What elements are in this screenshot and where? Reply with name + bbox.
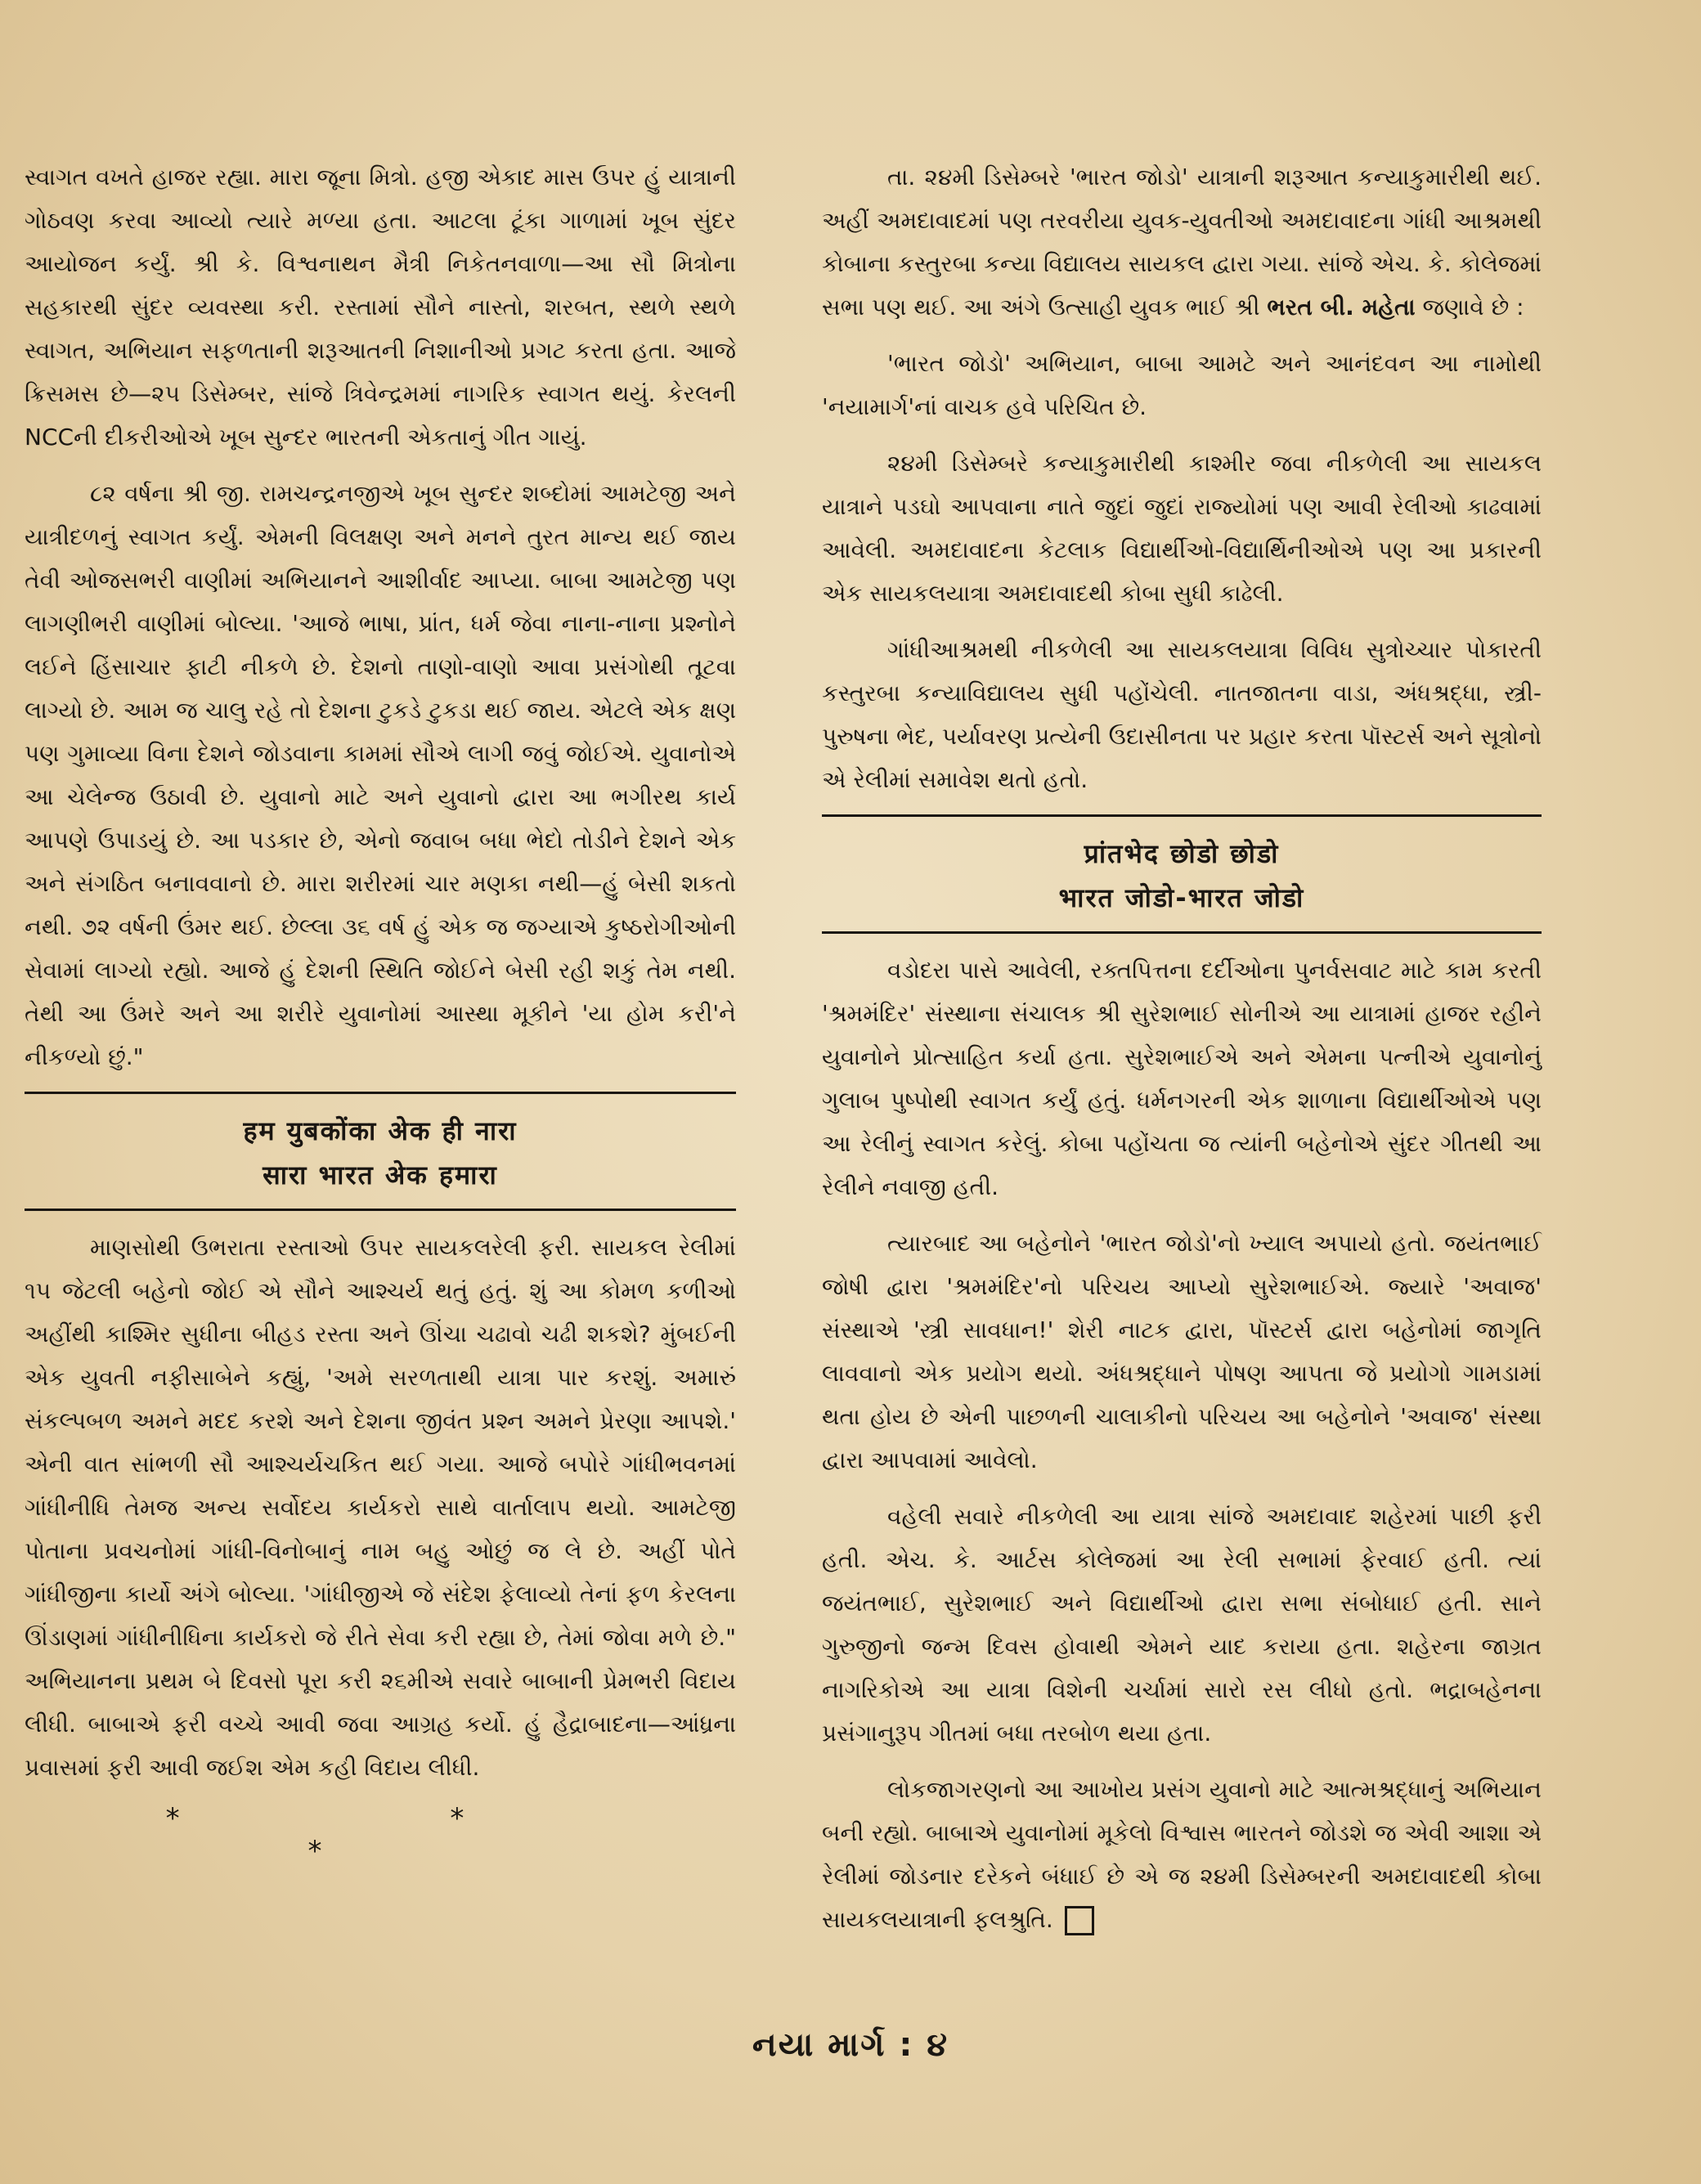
article-paragraph: વડોદરા પાસે આવેલી, રક્તપિત્તના દર્દીઓના પુનર્વસવાટ માટે કામ કરતી 'શ્રમમંદિર' સંસ્થાના સંચાલક શ્રી સુરેશભાઈ સોનીએ આ યાત્રામાં હાજર રહીને યુવાનોને પ્રોત્સાહિત કર્યા હતા. સુરેશભાઈએ અને એમના પત્નીએ યુવાનોનું ગુલાબ પુષ્પોથી સ્વાગત કર્યું હતું. ધર્મનગરની એક શાળાના વિદ્યાર્થીઓએ પણ આ રેલીનું સ્વાગત કરેલું. કોબા પહોંચતા જ ત્યાંની બહેનોએ સુંદર ગીતથી આ રેલીને નવાજી હતી.	[822, 957, 1542, 1200]
article-paragraph: ત્યારબાદ આ બહેનોને 'ભારત જોડો'નો ખ્યાલ અપાયો હતો. જયંતભાઈ જોષી દ્વારા 'શ્રમમંદિર'નો પરિચય આપ્યો સુરેશભાઈએ. જ્યારે 'અવાજ' સંસ્થાએ 'સ્ત્રી સાવધાન!' શેરી નાટક દ્વારા, પૉસ્ટર્સ દ્વારા બહેનોમાં જાગૃતિ લાવવાનો એક પ્રયોગ થયો. અંધશ્રદ્ધાને પોષણ આપતા જે પ્રયોગો ગામડામાં થતા હોય છે એની પાછળની ચાલાકીનો પરિચય આ બહેનોને 'અવાજ' સંસ્થા દ્વારા આપવામાં આવેલો.	[822, 1230, 1542, 1473]
right-column	[822, 155, 1542, 1954]
author-name: ભરત બી. મહેતા	[1267, 294, 1416, 321]
slogan-line: भारत जोडो-भारत जोडो	[1058, 882, 1305, 913]
slogan-line: सारा भारत अेक हमारा	[263, 1159, 498, 1191]
article-paragraph	[822, 155, 1542, 329]
section-end-stars: * * *	[165, 1802, 595, 1868]
paragraph-text: લોકજાગરણનો આ આખોય પ્રસંગ યુવાનો માટે આત્મશ્રદ્ધાનું અભિયાન બની રહ્યો. બાબાએ યુવાનોમાં મૂકેલો વિશ્વાસ ભારતને જોડશે જ એવી આશા એ રેલીમાં જોડનાર દરેકને બંધાઈ છે એ જ ૨૪મી ડિસેમ્બરની અમદાવાદથી કોબા સાયકલયાત્રાની ફલશ્રુતિ.	[822, 1776, 1542, 1933]
article-paragraph: માણસોથી ઉભરાતા રસ્તાઓ ઉપર સાયકલરેલી ફરી. સાયકલ રેલીમાં ૧૫ જેટલી બહેનો જોઈ એ સૌને આશ્ચર્ય થતું હતું. શું આ કોમળ કળીઓ અહીંથી કાશ્મિર સુધીના બીહડ રસ્તા અને ઊંચા ચઢાવો ચઢી શકશે? મુંબઈની એક યુવતી નફીસાબેને કહ્યું, 'અમે સરળતાથી યાત્રા પાર કરશું. અમારું સંકલ્પબળ અમને મદદ કરશે અને દેશના જીવંત પ્રશ્ન અમને પ્રેરણા આપશે.' એની વાત સાંભળી સૌ આશ્ચર્યચકિત થઈ ગયા. આજે બપોરે ગાંધીભવનમાં ગાંધીનીધિ તેમજ અન્ય સર્વોદય કાર્યકરો સાથે વાર્તાલાપ થયો. આમટેજી પોતાના પ્રવચનોમાં ગાંધી-વિનોબાનું નામ બહુ ઓછું જ લે છે. અહીં પોતે ગાંધીજીના કાર્યો અંગે બોલ્યા. 'ગાંધીજીએ જે સંદેશ ફેલાવ્યો તેનાં ફળ કેરલના ઊંડાણમાં ગાંધીનીધિના કાર્યકરો જે રીતે સેવા કરી રહ્યા છે, તેમાં જોવા મળે છે." અભિયાનના પ્રથમ બે દિવસો પૂરા કરી ૨૬મીએ સવારે બાબાની પ્રેમભરી વિદાય લીધી. બાબાએ ફરી વચ્ચે આવી જવા આગ્રહ કર્યો. હું હૈદ્રાબાદના—આંધ્રના પ્રવાસમાં ફરી આવી જઈશ એમ કહી વિદાય લીધી.	[25, 1234, 736, 1781]
article-paragraph: વહેલી સવારે નીકળેલી આ યાત્રા સાંજે અમદાવાદ શહેરમાં પાછી ફરી હતી. એચ. કે. આર્ટસ કોલેજમાં આ રેલી સભામાં ફેરવાઈ હતી. ત્યાં જયંતભાઈ, સુરેશભાઈ અને વિદ્યાર્થીઓ દ્વારા સભા સંબોધાઈ હતી. સાને ગુરુજીનો જન્મ દિવસ હોવાથી એમને યાદ કરાયા હતા. શહેરના જાગ્રત નાગરિકોએ આ યાત્રા વિશેની ચર્ચામાં સારો રસ લીધો હતો. ભદ્રાબહેનના પ્રસંગાનુરૂપ ગીતમાં બધા તરબોળ થયા હતા.	[822, 1503, 1542, 1747]
divider-rule	[822, 931, 1542, 934]
slogan-line: हम युबकोंका अेक ही नारा	[243, 1115, 518, 1146]
paragraph-text: જણાવે છે :	[1422, 294, 1524, 321]
article-paragraph: ૮૨ વર્ષના શ્રી જી. રામચન્દ્રનજીએ ખૂબ સુન્દર શબ્દોમાં આમટેજી અને યાત્રીદળનું સ્વાગત કર્યું. એમની વિલક્ષણ અને મનને તુરત માન્ય થઈ જાય તેવી ઓજસભરી વાણીમાં અભિયાનને આશીર્વાદ આપ્યા. બાબા આમટેજી પણ લાગણીભરી વાણીમાં બોલ્યા. 'આજે ભાષા, પ્રાંત, ધર્મ જેવા નાના-નાના પ્રશ્નોને લઈને હિંસાચાર ફાટી નીકળે છે. દેશનો તાણો-વાણો આવા પ્રસંગોથી તૂટવા લાગ્યો છે. આમ જ ચાલુ રહે તો દેશના ટુકડે ટુકડા થઈ જાય. એટલે એક ક્ષણ પણ ગુમાવ્યા વિના દેશને જોડવાના કામમાં સૌએ લાગી જવું જોઈએ. યુવાનોએ આ ચેલેન્જ ઉઠાવી છે. યુવાનો માટે અને યુવાનો દ્વારા આ ભગીરથ કાર્ય આપણે ઉપાડયું છે. આ પડકાર છે, એનો જવાબ બધા ભેદો તોડીને દેશને એક અને સંગઠિત બનાવવાનો છે. મારા શરીરમાં ચાર મણકા નથી—હું બેસી શકતો નથી. ૭૨ વર્ષની ઉંમર થઈ. છેલ્લા ૩૬ વર્ષ હું એક જ જગ્યાએ કુષ્ઠરોગીઓની સેવામાં લાગ્યો રહ્યો. આજે હું દેશની સ્થિતિ જોઈને બેસી રહી શકું તેમ નથી. તેથી આ ઉંમરે અને આ શરીરે યુવાનોમાં આસ્થા મૂકીને 'યા હોમ કરી'ને નીકળ્યો છું."	[25, 480, 736, 1070]
slogan-box	[25, 1109, 736, 1197]
divider-rule	[822, 814, 1542, 817]
slogan-line: प्रांतभेद छोडो छोडो	[1084, 838, 1280, 869]
article-paragraph: ૨૪મી ડિસેમ્બરે કન્યાકુમારીથી કાશ્મીર જવા નીકળેલી આ સાયકલ યાત્રાને પડઘો આપવાના નાતે જુદાં જુદાં રાજ્યોમાં પણ આવી રેલીઓ કાઢવામાં આવેલી. અમદાવાદના કેટલાક વિદ્યાર્થીઓ-વિદ્યાર્થિનીઓએ પણ આ પ્રકારની એક સાયકલયાત્રા અમદાવાદથી કોબા સુધી કાઢેલી.	[822, 450, 1542, 607]
article-paragraph: ગાંધીઆશ્રમથી નીકળેલી આ સાયકલયાત્રા વિવિધ સુત્રોચ્ચાર પોકારતી કસ્તુરબા કન્યાવિદ્યાલય સુધી પહોંચેલી. નાતજાતના વાડા, અંધશ્રદ્ધા, સ્ત્રી-પુરુષના ભેદ, પર્યાવરણ પ્રત્યેની ઉદાસીનતા પર પ્રહાર કરતા પૉસ્ટર્સ અને સૂત્રોનો એ રેલીમાં સમાવેશ થતો હતો.	[822, 636, 1542, 793]
end-mark-square-icon	[1065, 1906, 1094, 1935]
slogan-box	[822, 832, 1542, 920]
left-column	[25, 155, 736, 1868]
paragraph-text: તા. ૨૪મી ડિસેમ્બરે 'ભારત જોડો' યાત્રાની શરૂઆત કન્યાકુમારીથી થઈ. અહીં અમદાવાદમાં પણ તરવરીયા યુવક-યુવતીઓ અમદાવાદના ગાંધી આશ્રમથી કોબાના કસ્તુરબા કન્યા વિદ્યાલય સાયકલ દ્વારા ગયા. સાંજે એચ. કે. કોલેજમાં સભા પણ થઈ. આ અંગે ઉત્સાહી યુવક ભાઈ શ્રી	[822, 164, 1542, 321]
article-paragraph	[822, 1768, 1542, 1941]
divider-rule	[25, 1209, 736, 1211]
article-paragraph: 'ભારત જોડો' અભિયાન, બાબા આમટે અને આનંદવન આ નામોથી 'નયામાર્ગ'નાં વાચક હવે પરિચિત છે.	[822, 350, 1542, 420]
divider-rule	[25, 1092, 736, 1094]
page-footer: નયા માર્ગ : ૪	[752, 2026, 949, 2064]
article-paragraph: સ્વાગત વખતે હાજર રહ્યા. મારા જૂના મિત્રો. હજી એકાદ માસ ઉપર હું યાત્રાની ગોઠવણ કરવા આવ્યો ત્યારે મળ્યા હતા. આટલા ટૂંકા ગાળામાં ખૂબ સુંદર આયોજન કર્યું. શ્રી કે. વિશ્વનાથન મૈત્રી નિકેતનવાળા—આ સૌ મિત્રોના સહકારથી સુંદર વ્યવસ્થા કરી. રસ્તામાં સૌને નાસ્તો, શરબત, સ્થળે સ્થળે સ્વાગત, અભિયાન સફળતાની શરૂઆતની નિશાનીઓ પ્રગટ કરતા હતા. આજે ક્રિસમસ છે—૨૫ ડિસેમ્બર, સાંજે ત્રિવેન્દ્રમમાં નાગરિક સ્વાગત થયું. કેરલની NCCની દીકરીઓએ ખૂબ સુન્દર ભારતની એકતાનું ગીત ગાયું.	[25, 164, 736, 451]
